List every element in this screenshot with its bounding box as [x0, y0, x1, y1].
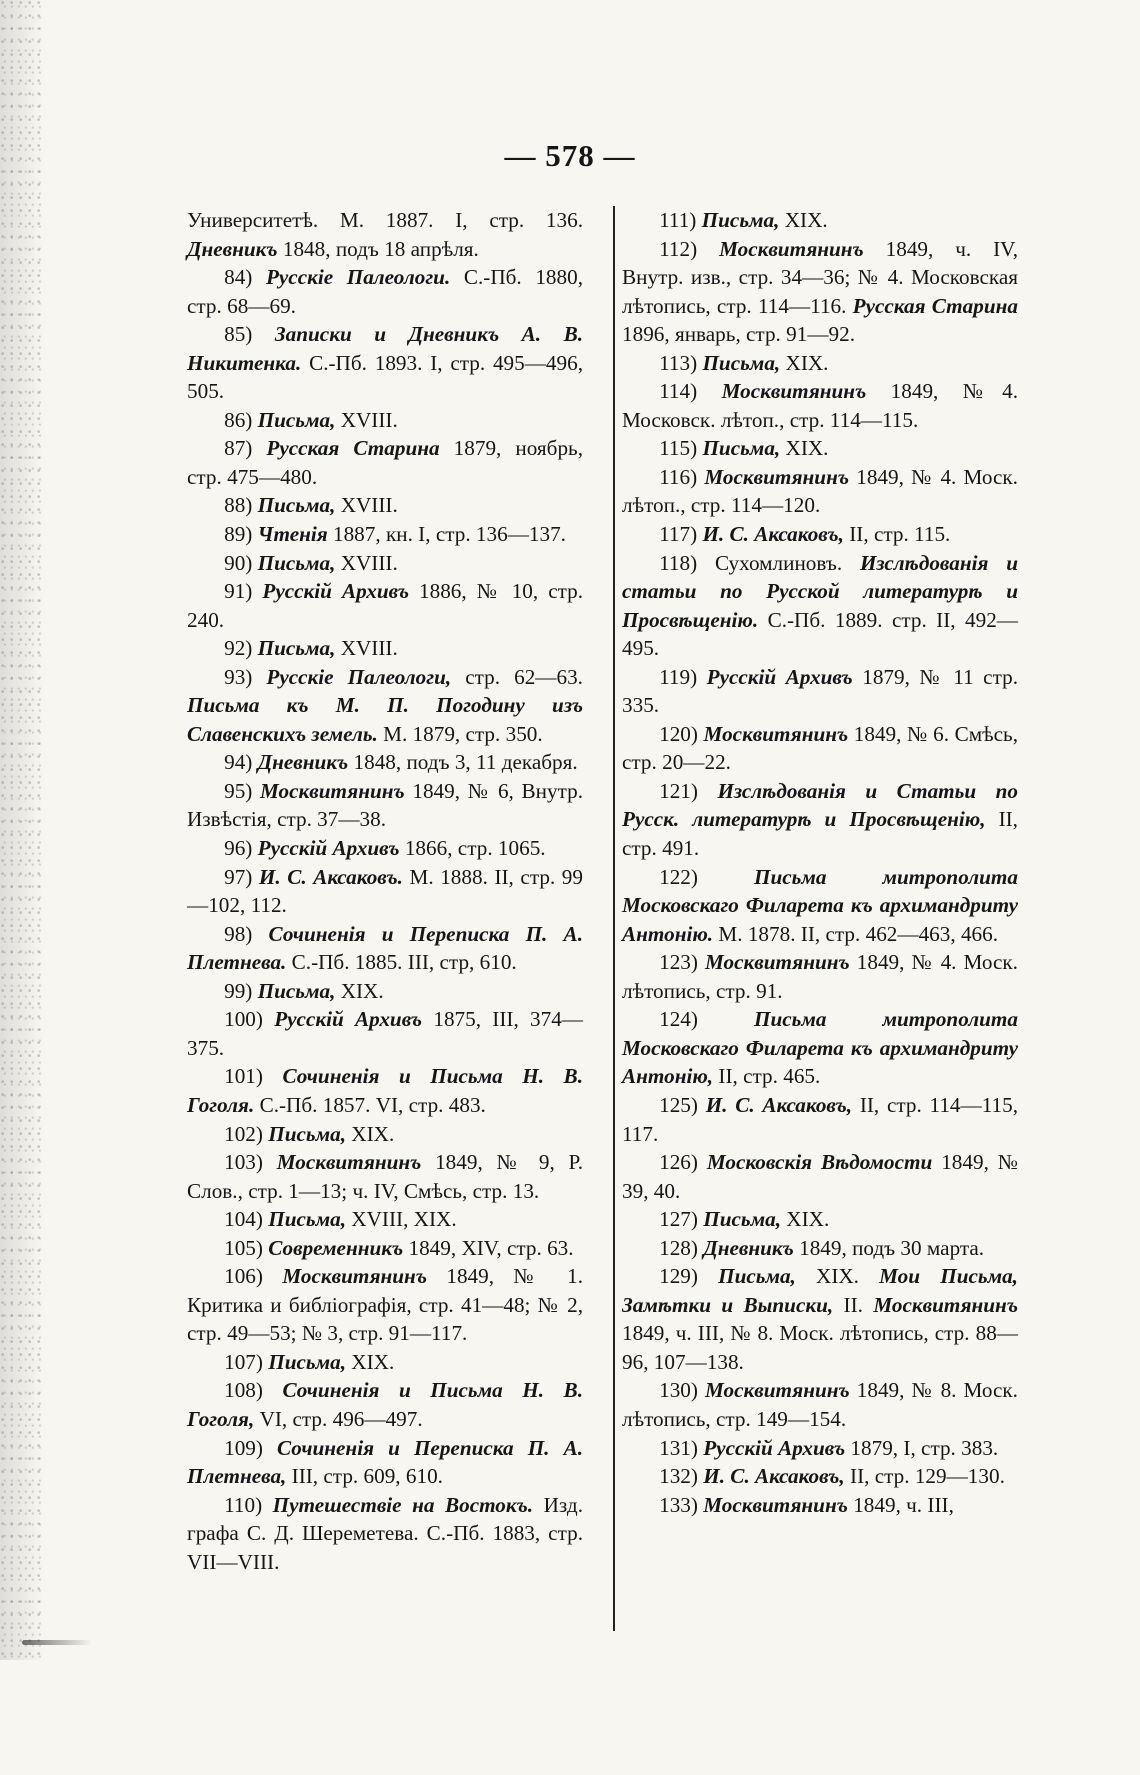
footnote-entry: 121) Изслѣдованія и Статьи по Русск. литературѣ и Просвѣщенію, II, стр. 491. — [622, 778, 1018, 861]
footnote-entry: 100) Русскій Архивъ 1875, III, 374—375. — [187, 1007, 583, 1060]
footnote-entry: 87) Русская Старина 1879, ноябрь, стр. 475—480. — [187, 436, 583, 489]
footnote-entry: 120) Москвитянинъ 1849, № 6. Смѣсь, стр. 20—22. — [622, 721, 1019, 775]
footnote-entry: 88) Письма, XVIII. — [224, 493, 398, 518]
footnote-entry: 114) Москвитянинъ 1849, №4. Московск. лѣтоп., стр. 114—115. — [622, 379, 1018, 432]
footnote-entry: 99) Письма, XIX. — [224, 978, 384, 1003]
footnote-entry: 95) Москвитянинъ 1849, № 6, Внутр. Извѣстія, стр. 37—38. — [187, 778, 583, 832]
footnote-entry: 103) Москвитянинъ 1849, № 9, Р. Слов., стр. 1—13; ч. IV, Смѣсь, стр. 13. — [187, 1150, 583, 1203]
footnote-entry: 117) И. С. Аксаковъ, II, стр. 115. — [659, 522, 951, 547]
footnote-entry: 91) Русскій Архивъ 1886, № 10, стр. 240. — [187, 579, 584, 632]
notes-column-left — [187, 206, 583, 1576]
footnote-entry: 113) Письма, XIX. — [659, 350, 829, 375]
footnote-entry: 97) И. С. Аксаковъ. М. 1888. II, стр. 99—102, 112. — [187, 864, 583, 918]
footnote-entry: 122) Письма митрополита Московскаго Филарета къ архимандриту Антонію. М. 1878. II, стр. 462—463, 466. — [622, 864, 1018, 946]
footnote-entry: 115) Письма, XIX. — [659, 436, 829, 461]
footnote-entry: 106) Москвитянинъ 1849, № 1. Критика и библіографія, стр. 41—48; № 2, стр. 49—53; № 3, стр. 91—117. — [187, 1264, 584, 1346]
footnote-entry: 119) Русскій Архивъ 1879, № 11 стр. 335. — [622, 664, 1018, 718]
footnote-entry: 127) Письма, XIX. — [659, 1207, 830, 1232]
footnote-entry: 131) Русскій Архивъ 1879, I, стр. 383. — [659, 1435, 999, 1460]
footnote-entry: 116) Москвитянинъ 1849, № 4. Моск. лѣтоп., стр. 114—120. — [622, 464, 1018, 518]
footnote-entry: 86) Письма, XVIII. — [224, 407, 398, 432]
footnote-entry: 129) Письма, XIX. Мои Письма, Замѣтки и Выписки, II. Москвитянинъ 1849, ч. III, № 8. Моск. лѣтопись, стр. 88—96, 107—138. — [622, 1264, 1018, 1374]
footnote-entry: 128) Дневникъ 1849, подъ 30 марта. — [659, 1235, 985, 1260]
footnote-entry: 110) Путешествіе на Востокъ. Изд. графа С. Д. Шереметева. С.-Пб. 1883, стр. VII—VIII. — [187, 1492, 583, 1574]
footnote-entry: 108) Сочиненія и Письма Н. В. Гоголя, VI, стр. 496—497. — [187, 1378, 583, 1431]
scan-edge-noise — [0, 0, 44, 1660]
footnote-entry: 125) И. С. Аксаковъ, II, стр. 114—115, 117. — [622, 1092, 1019, 1146]
footnote-entry: 111) Письма, XIX. — [659, 208, 828, 232]
footnote-entry: 118) Сухомлиновъ. Изслѣдованія и статьи по Русской литературѣ и Просвѣщенію. С.-Пб. 1889. стр. II, 492—495. — [622, 550, 1018, 661]
footnote-entry: 132) И. С. Аксаковъ, II, стр. 129—130. — [659, 1464, 1005, 1489]
footnote-entry: 126) Московскія Вѣдомости 1849, № 39, 40. — [622, 1150, 1019, 1203]
footnote-entry: 123) Москвитянинъ 1849, № 4. Моск. лѣтопись, стр. 91. — [622, 950, 1018, 1003]
footnote-entry: 90) Письма, XVIII. — [224, 550, 398, 575]
footnote-entry: 101) Сочиненія и Письма Н. В. Гоголя. С.-Пб. 1857. VI, стр. 483. — [187, 1064, 583, 1117]
footnote-entry: 102) Письма, XIX. — [224, 1121, 395, 1146]
column-divider — [613, 206, 615, 1631]
notes-column-right — [622, 206, 1018, 1519]
footnote-entry: 112) Москвитянинъ 1849, ч. IV, Внутр. изв., стр. 34—36; № 4. Московская лѣтопись, стр. 114—116. Русская Старина 1896, январь, стр. 91—92. — [622, 236, 1018, 347]
footnote-entry: Университетѣ. М. 1887. I, стр. 136. Дневникъ 1848, подъ 18 апрѣля. — [187, 208, 583, 261]
footnote-entry: 85) Записки и Дневникъ А. В. Никитенка. С.-Пб. 1893. I, стр. 495—496, 505. — [187, 322, 583, 404]
footnote-entry: 84) Русскіе Палеологи. С.-Пб. 1880, стр. 68—69. — [187, 265, 583, 318]
footnote-entry: 98) Сочиненія и Переписка П. А. Плетнева. С.-Пб. 1885. III, стр, 610. — [187, 921, 583, 975]
page-number: — 578 — — [504, 138, 636, 173]
footnote-entry: 96) Русскій Архивъ 1866, стр. 1065. — [224, 836, 546, 861]
footnote-entry: 107) Письма, XIX. — [224, 1349, 395, 1374]
footnote-entry: 130) Москвитянинъ 1849, № 8. Моск. лѣтопись, стр. 149—154. — [622, 1378, 1018, 1431]
footnote-entry: 93) Русскіе Палеологи, стр. 62—63. Письма къ М. П. Погодину изъ Славенскихъ земель. М. 1879, стр. 350. — [187, 664, 583, 746]
footnote-entry: 89) Чтенія 1887, кн. I, стр. 136—137. — [224, 522, 566, 547]
footnote-entry: 105) Современникъ 1849, XIV, стр. 63. — [224, 1235, 574, 1260]
footnote-entry: 94) Дневникъ 1848, подъ 3, 11 декабря. — [224, 750, 578, 775]
footnote-entry: 133) Москвитянинъ 1849, ч. III, — [659, 1492, 954, 1517]
footnote-entry: 104) Письма, XVIII, XIX. — [224, 1207, 457, 1232]
footnote-entry: 124) Письма митрополита Московскаго Филарета къ архимандриту Антонію, II, стр. 465. — [622, 1007, 1018, 1089]
footnote-entry: 92) Письма, XVIII. — [224, 636, 398, 661]
scan-edge-mark — [22, 1640, 92, 1645]
footnote-entry: 109) Сочиненія и Переписка П. А. Плетнева, III, стр. 609, 610. — [187, 1435, 583, 1489]
